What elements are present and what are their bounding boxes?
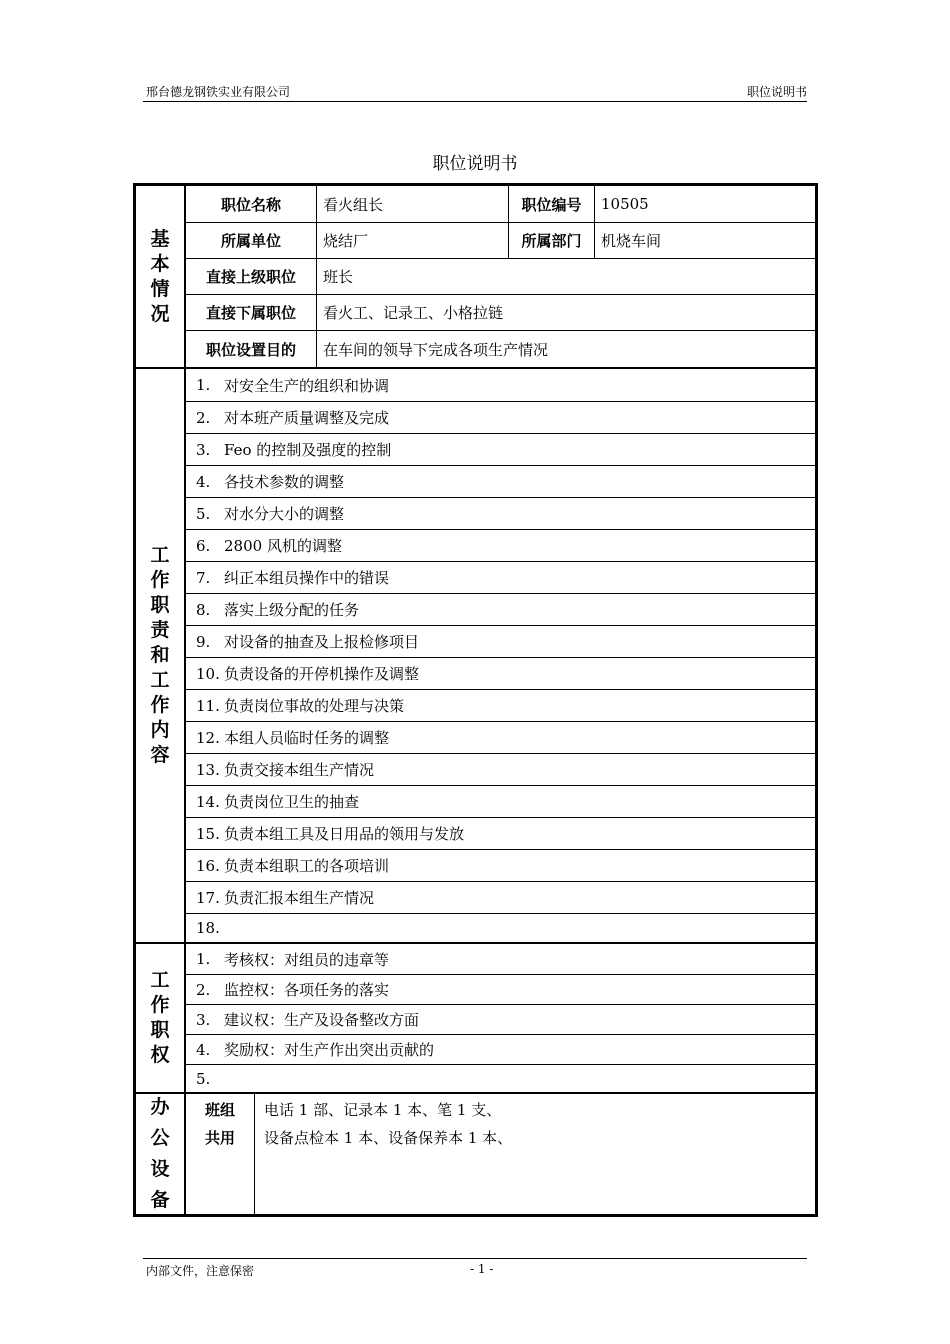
duty-item: 15. 负责本组工具及日用品的领用与发放 [196,824,465,843]
document-title: 职位说明书 [432,154,518,174]
header-company: 邢台德龙钢铁实业有限公司 [146,85,291,99]
duty-item: 10. 负责设备的开停机操作及调整 [196,664,420,683]
authority-item: 4. 奖励权：对生产作出突出贡献的 [196,1040,435,1059]
subordinate-value: 看火工、记录工、小格拉链 [323,304,504,322]
position-code-value: 10505 [601,195,649,213]
section-label-basic-info: 基 本 情 况 [150,227,170,325]
subordinate-label: 直接下属职位 [205,304,296,322]
duty-item: 1. 对安全生产的组织和协调 [196,376,390,395]
duty-item: 18. [196,919,220,937]
header-doc-type: 职位说明书 [746,85,807,99]
duty-item: 11. 负责岗位事故的处理与决策 [196,696,405,715]
authority-item: 5. [196,1069,211,1088]
section-divider [136,1092,815,1094]
superior-value: 班长 [323,268,354,286]
unit-value: 烧结厂 [323,232,369,250]
page-header [143,81,807,102]
equipment-line: 设备点检本 1 本、设备保养本 1 本、 [264,1129,513,1147]
duty-item: 3. Feo 的控制及强度的控制 [196,440,392,459]
duty-item: 16. 负责本组职工的各项培训 [196,856,390,875]
section-label-duties: 工 作 职 责 和 工 作 内 容 [150,544,170,766]
equipment-line: 电话 1 部、记录本 1 本、笔 1 支、 [264,1101,502,1119]
position-name-value: 看火组长 [323,195,384,214]
department-label: 所属部门 [521,232,582,250]
purpose-label: 职位设置目的 [205,340,296,359]
authority-item: 2. 监控权：各项任务的落实 [196,980,390,999]
position-code-label: 职位编号 [521,195,582,214]
position-name-label: 职位名称 [220,195,281,214]
footer-note: 内部文件，注意保密 [146,1264,255,1278]
section-label-authority: 工 作 职 权 [150,969,170,1066]
page-footer [143,1258,807,1278]
authority-item: 1. 考核权：对组员的违章等 [196,950,390,969]
unit-label: 所属单位 [220,232,281,250]
duty-item: 12. 本组人员临时任务的调整 [196,728,390,747]
duty-item: 17. 负责汇报本组生产情况 [196,888,375,907]
equipment-sub-label: 班组 共用 [204,1101,235,1147]
duty-item: 2. 对本班产质量调整及完成 [196,408,390,427]
duty-item: 9. 对设备的抽查及上报检修项目 [196,632,420,651]
duty-item: 13. 负责交接本组生产情况 [196,760,375,779]
superior-label: 直接上级职位 [205,268,296,286]
purpose-value: 在车间的领导下完成各项生产情况 [323,340,549,359]
section-label-equipment: 办 公 设 备 [150,1096,170,1211]
duty-item: 8. 落实上级分配的任务 [196,600,360,619]
duty-item: 14. 负责岗位卫生的抽查 [196,792,360,811]
duty-item: 6. 2800 风机的调整 [196,536,342,555]
page-number: - 1 - [470,1262,494,1276]
duty-item: 4. 各技术参数的调整 [196,472,345,491]
equipment-list [264,1096,804,1152]
duty-item: 7. 纠正本组员操作中的错误 [196,568,390,587]
authority-item: 3. 建议权：生产及设备整改方面 [196,1010,420,1029]
duty-item: 5. 对水分大小的调整 [196,504,345,523]
department-value: 机烧车间 [601,232,662,250]
job-description-form [133,183,818,1217]
